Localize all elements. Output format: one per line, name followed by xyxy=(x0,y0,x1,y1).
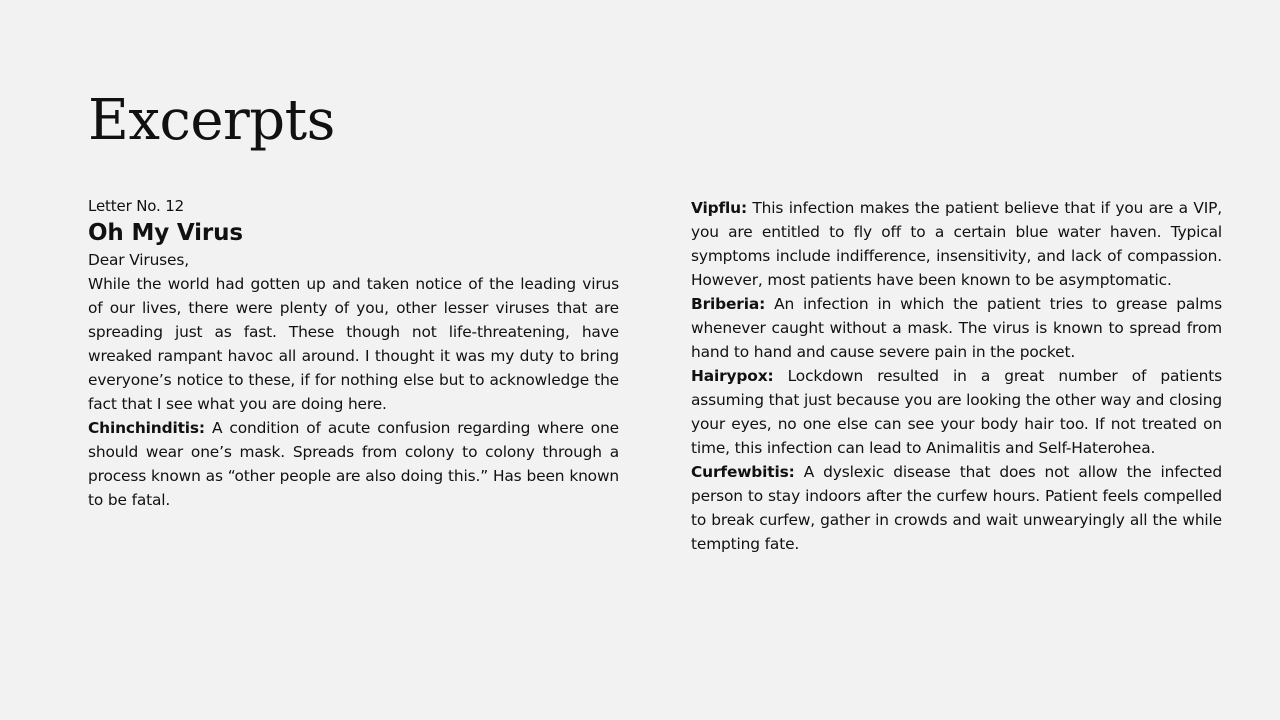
entry-text: Lockdown resulted in a great number of patients assuming that just because you are looking the other way and closing your eyes, no one else can see your body hair too. If not treated on time, this infection can lead to Animalitis and Self-Haterohea. xyxy=(691,367,1222,457)
entry-term: Curfewbitis: xyxy=(691,463,795,481)
entry-term: Vipflu: xyxy=(691,199,747,217)
entry-text: An infection in which the patient tries to grease palms whenever caught without a mask. The virus is known to spread from hand to hand and cause severe pain in the pocket. xyxy=(691,295,1222,361)
letter-intro: While the world had gotten up and taken notice of the leading virus of our lives, there were plenty of you, other lesser viruses that are spreading just as fast. These though not life-threatening, have wreaked rampant havoc all around. I thought it was my duty to bring everyone’s notice to these, if for nothing else but to acknowledge the fact that I see what you are doing here. xyxy=(88,275,619,413)
entry-term: Hairypox: xyxy=(691,367,774,385)
entry-chinchinditis xyxy=(88,416,619,512)
entry-vipflu xyxy=(691,196,1222,292)
entry-hairypox xyxy=(691,364,1222,460)
letter-number: Letter No. 12 xyxy=(88,197,185,215)
page-title: Excerpts xyxy=(88,88,335,153)
entry-briberia xyxy=(691,292,1222,364)
entry-text: This infection makes the patient believe that if you are a VIP, you are entitled to fly off to a certain blue water haven. Typical symptoms include indifference, insensitivity, and lack of compassion. However, most patients have been known to be asymptomatic. xyxy=(691,199,1222,289)
right-column xyxy=(691,196,1222,556)
entry-text: A condition of acute confusion regarding where one should wear one’s mask. Spreads from colony to colony through a process known as “other people are also doing this.” Has been known to be fatal. xyxy=(88,419,619,509)
letter-title: Oh My Virus xyxy=(88,220,243,246)
entry-term: Chinchinditis: xyxy=(88,419,205,437)
entry-text: A dyslexic disease that does not allow the infected person to stay indoors after the curfew hours. Patient feels compelled to break curfew, gather in crowds and wait unwearyingly all the while tempting fate. xyxy=(691,463,1222,553)
letter-greeting: Dear Viruses, xyxy=(88,251,189,269)
entry-curfewbitis xyxy=(691,460,1222,556)
left-column xyxy=(88,196,619,512)
entry-term: Briberia: xyxy=(691,295,766,313)
